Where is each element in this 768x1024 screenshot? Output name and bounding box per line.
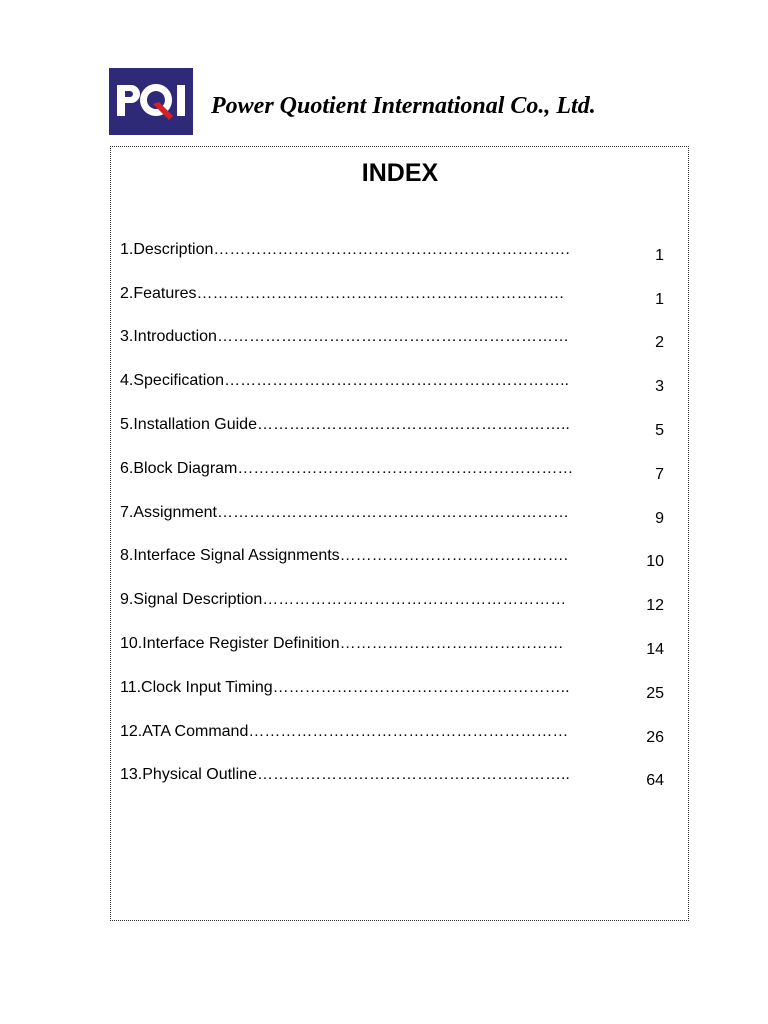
toc-page-number: 2 (655, 334, 664, 351)
toc-entry-label: 3.Introduction………………………………………………………… (120, 328, 569, 345)
toc-entry-signal-description (120, 590, 668, 614)
toc-entry-label: 9.Signal Description………………………………………………… (120, 591, 567, 608)
toc-entry-installation-guide (120, 415, 668, 439)
toc-page-number: 14 (646, 641, 664, 658)
toc-page-number: 5 (655, 422, 664, 439)
toc-page-number: 64 (646, 772, 664, 789)
toc-entry-label: 4.Specification……………………………………………………….. (120, 372, 569, 389)
toc-entry-label: 13.Physical Outline………………………………………………….. (120, 766, 570, 783)
toc-entry-description (120, 240, 668, 264)
toc-entry-label: 7.Assignment………………………………………………………… (120, 504, 569, 521)
toc-entry-ata-command (120, 722, 668, 746)
toc-page-number: 26 (646, 729, 664, 746)
toc-page-number: 1 (655, 291, 664, 308)
company-name: Power Quotient International Co., Ltd. (211, 93, 596, 119)
pqi-logo (109, 68, 193, 135)
toc-entry-assignment (120, 503, 668, 527)
toc-entry-label: 1.Description…………………………………………………………. (120, 241, 570, 258)
toc-entry-label: 8.Interface Signal Assignments……………………………………. (120, 547, 569, 564)
toc-entry-features (120, 284, 668, 308)
toc-entry-label: 12.ATA Command…………………………………………………… (120, 723, 569, 740)
toc-page-number: 10 (646, 553, 664, 570)
toc-entry-label: 10.Interface Register Definition…………………………………… (120, 635, 564, 652)
toc-entry-interface-signal-assignments (120, 546, 668, 570)
toc-page-number: 25 (646, 685, 664, 702)
toc-entry-label: 11.Clock Input Timing……………………………………………….. (120, 679, 570, 696)
toc-page-number: 9 (655, 510, 664, 527)
toc-entry-interface-register-definition (120, 634, 668, 658)
index-title: INDEX (361, 159, 439, 187)
toc-entry-physical-outline (120, 765, 668, 789)
toc-page-number: 3 (655, 378, 664, 395)
toc-entry-introduction (120, 327, 668, 351)
toc-entry-label: 2.Features…………………………………………………………… (120, 285, 565, 302)
toc-entry-clock-input-timing (120, 678, 668, 702)
toc-page-number: 1 (655, 247, 664, 264)
toc-page-number: 12 (646, 597, 664, 614)
toc-entry-block-diagram (120, 459, 668, 483)
toc-entry-label: 5.Installation Guide………………………………………………….. (120, 416, 570, 433)
toc-entry-label: 6.Block Diagram……………………………………………………… (120, 460, 574, 477)
toc-entry-specification (120, 371, 668, 395)
toc-page-number: 7 (655, 466, 664, 483)
